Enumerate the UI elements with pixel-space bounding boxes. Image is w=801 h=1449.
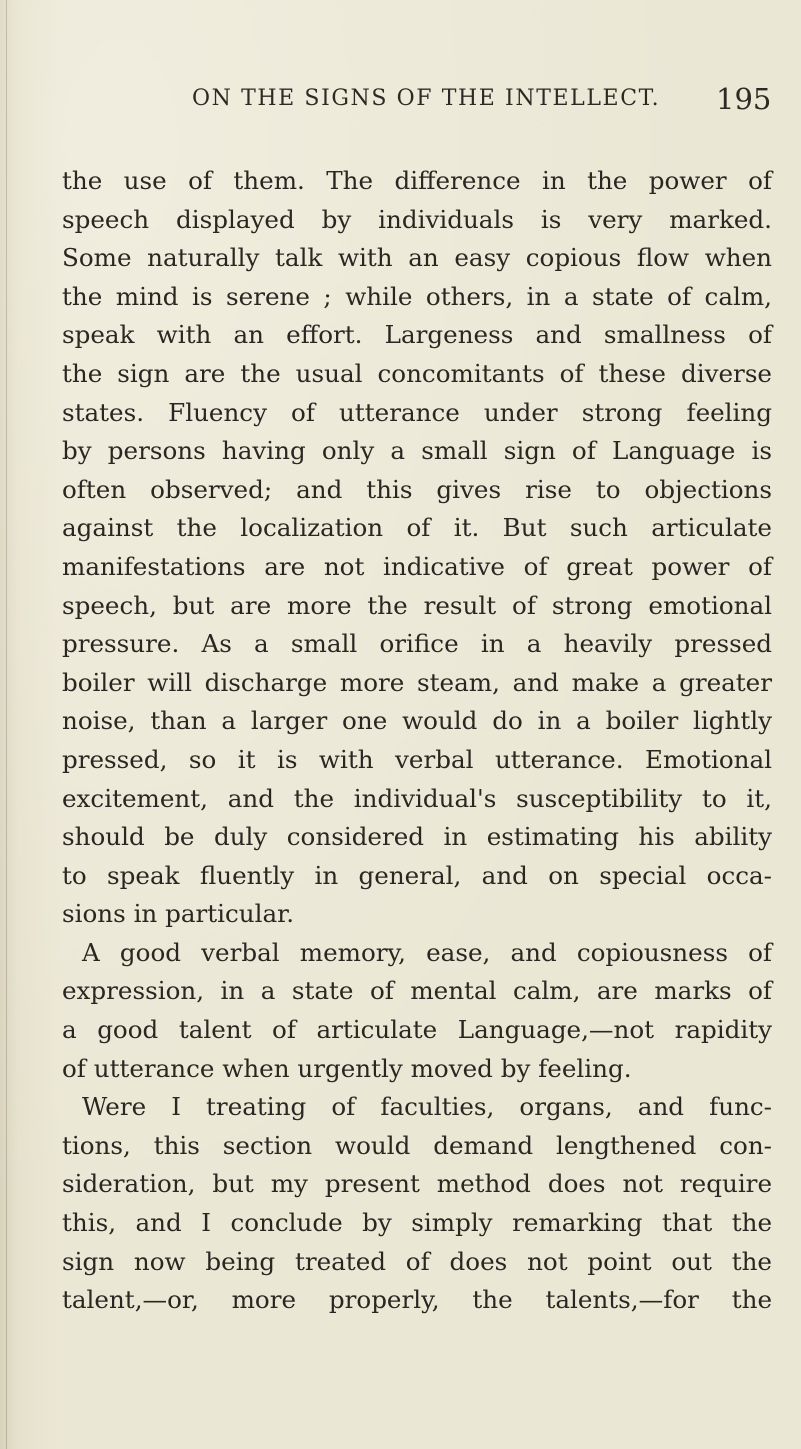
page-number: 195 [716, 82, 772, 116]
text-line: sideration, but my present method does not require [62, 1169, 772, 1199]
text-line: Were I treating of faculties, organs, and func- [82, 1092, 772, 1122]
text-line: speak with an effort. Largeness and smallness of [62, 320, 772, 350]
text-line: the use of them. The difference in the power of [62, 166, 772, 195]
text-line: sign now being treated of does not point out the [62, 1246, 772, 1276]
text-line: against the localization of it. But such articulate [62, 513, 772, 543]
text-line: excitement, and the individual's susceptibility to it, [62, 783, 772, 813]
body-text [62, 162, 772, 1320]
text-line: pressed, so it is with verbal utterance. Emotional [62, 744, 772, 774]
text-line: the mind is serene ; while others, in a state of calm, [62, 281, 772, 311]
text-line: speech, but are more the result of strong emotional [62, 590, 772, 620]
running-head [0, 82, 801, 126]
text-line: often observed; and this gives rise to objections [62, 474, 772, 504]
text-line: speech displayed by individuals is very marked. [62, 204, 772, 234]
text-line: manifestations are not indicative of great power of [62, 551, 772, 581]
text-line: states. Fluency of utterance under strong feeling [62, 397, 772, 427]
text-line: talent,—or, more properly, the talents,—for the [62, 1285, 772, 1315]
text-line: tions, this section would demand lengthened con- [62, 1130, 772, 1160]
text-line: this, and I conclude by simply remarking that the [62, 1208, 772, 1238]
text-line: pressure. As a small orifice in a heavily pressed [62, 629, 772, 659]
text-line: expression, in a state of mental calm, are marks of [62, 976, 772, 1006]
text-line: by persons having only a small sign of Language is [62, 436, 772, 466]
page-gutter-edge [6, 0, 7, 1449]
text-line: noise, than a larger one would do in a boiler lightly [62, 706, 772, 736]
text-line: boiler will discharge more steam, and make a greater [62, 667, 772, 697]
text-line: should be duly considered in estimating his ability [62, 822, 772, 852]
text-line: Some naturally talk with an easy copious flow when [62, 243, 772, 273]
running-head-title: ON THE SIGNS OF THE INTELLECT. [192, 86, 661, 111]
text-line: sions in particular. [62, 899, 295, 929]
text-line: a good talent of articulate Language,—not rapidity [62, 1015, 772, 1045]
text-line: to speak fluently in general, and on special occa- [62, 860, 772, 890]
text-line: the sign are the usual concomitants of these diverse [62, 358, 772, 388]
text-line: A good verbal memory, ease, and copiousness of [82, 937, 772, 967]
text-line: of utterance when urgently moved by feeling. [62, 1053, 632, 1083]
